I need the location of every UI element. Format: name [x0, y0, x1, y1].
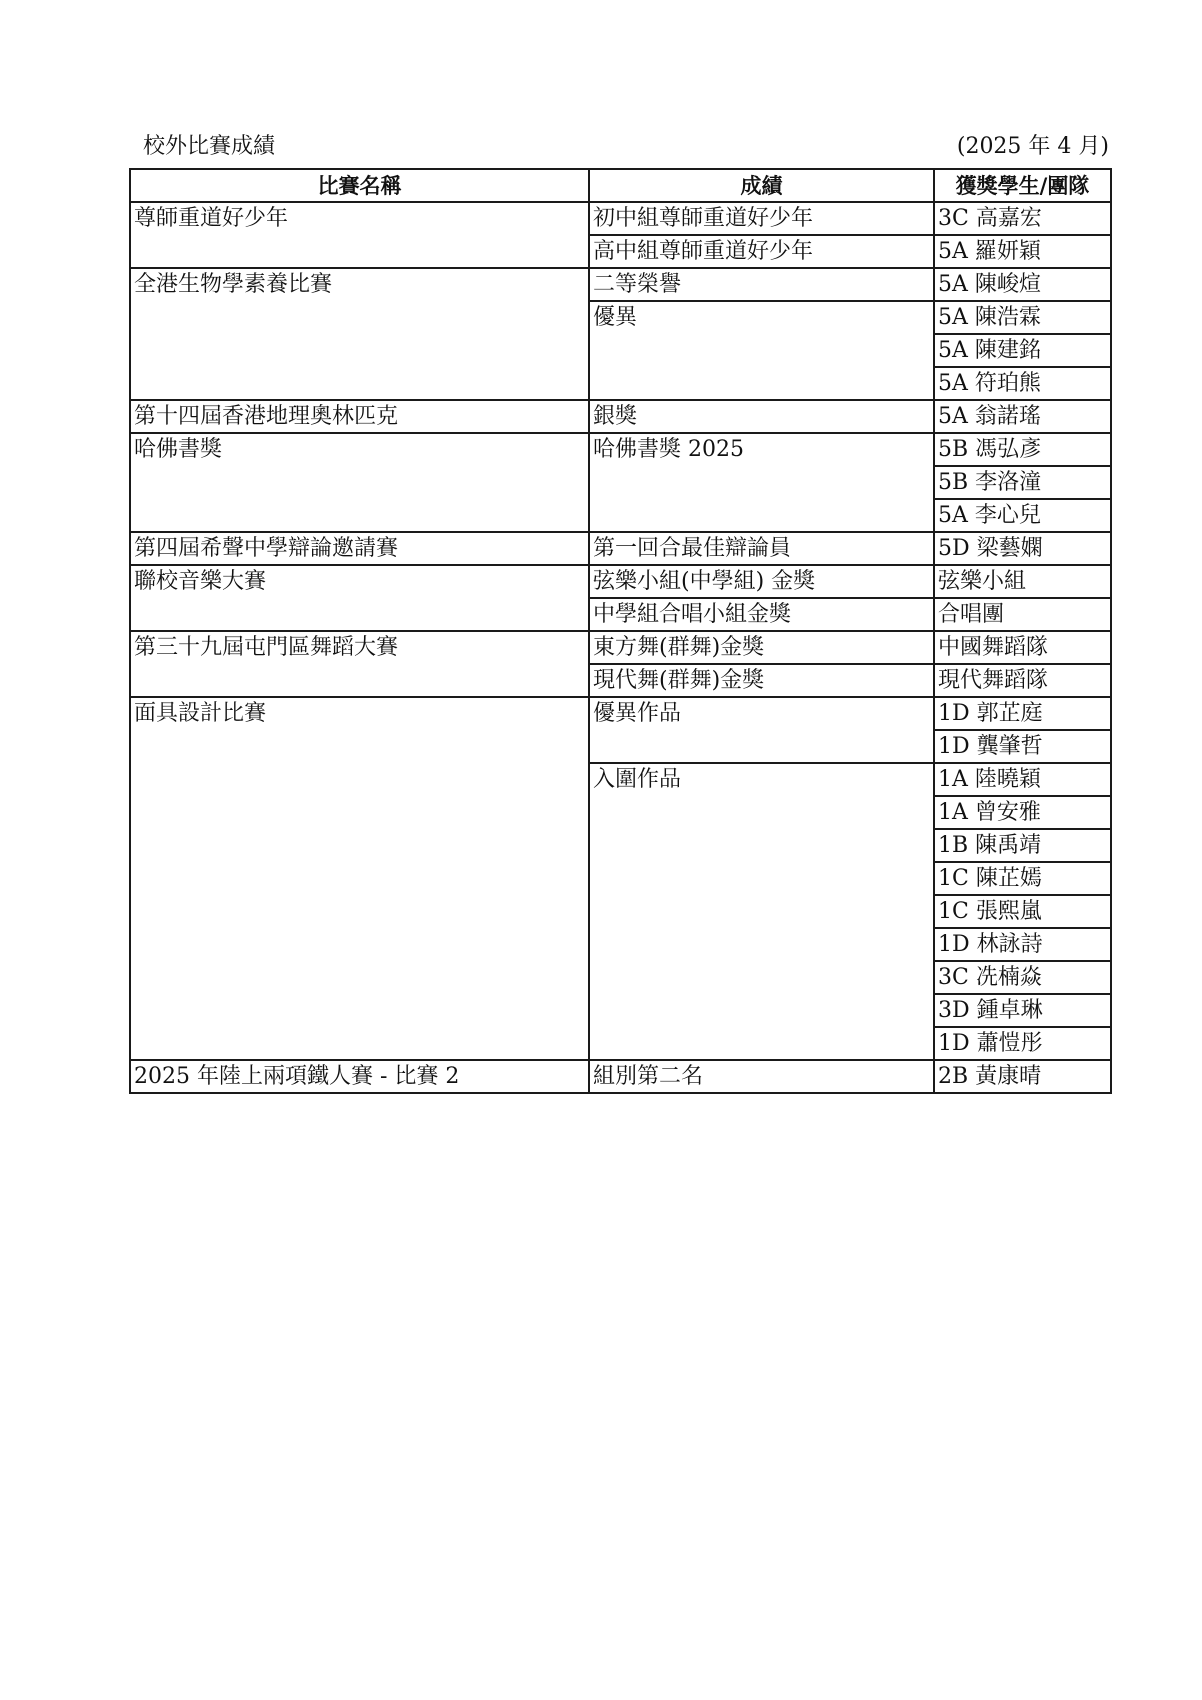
- winner-entry: 3C 高嘉宏: [934, 202, 1111, 235]
- header-competition: 比賽名稱: [130, 169, 589, 202]
- winner-entry: 合唱團: [934, 598, 1111, 631]
- result-award: 高中組尊師重道好少年: [589, 235, 934, 268]
- winner-entry: 5A 陳建銘: [934, 334, 1111, 367]
- result-award: 優異: [589, 301, 934, 400]
- winner-entry: 2B 黃康晴: [934, 1060, 1111, 1093]
- header-winner: 獲獎學生/團隊: [934, 169, 1111, 202]
- document-title: 校外比賽成績: [143, 134, 276, 159]
- result-award: 組別第二名: [589, 1060, 934, 1093]
- winner-entry: 3D 鍾卓琳: [934, 994, 1111, 1027]
- competition-name: 2025 年陸上兩項鐵人賽 - 比賽 2: [130, 1060, 589, 1093]
- result-award: 東方舞(群舞)金獎: [589, 631, 934, 664]
- winner-entry: 5A 陳峻煊: [934, 268, 1111, 301]
- competition-name: 聯校音樂大賽: [130, 565, 589, 631]
- winner-entry: 弦樂小組: [934, 565, 1111, 598]
- table-row: [130, 433, 1111, 466]
- winner-entry: 1D 林詠詩: [934, 928, 1111, 961]
- competition-name: 全港生物學素養比賽: [130, 268, 589, 400]
- winner-entry: 1A 曾安雅: [934, 796, 1111, 829]
- winner-entry: 1B 陳禹靖: [934, 829, 1111, 862]
- table-body: [130, 202, 1111, 1093]
- document-date: (2025 年 4 月): [956, 134, 1109, 159]
- result-award: 初中組尊師重道好少年: [589, 202, 934, 235]
- competition-name: 第四屆希聲中學辯論邀請賽: [130, 532, 589, 565]
- winner-entry: 5B 李洛潼: [934, 466, 1111, 499]
- winner-entry: 1D 郭芷庭: [934, 697, 1111, 730]
- table-row: [130, 532, 1111, 565]
- winner-entry: 1A 陸曉穎: [934, 763, 1111, 796]
- winner-entry: 5A 符珀熊: [934, 367, 1111, 400]
- competition-name: 第三十九屆屯門區舞蹈大賽: [130, 631, 589, 697]
- competition-name: 面具設計比賽: [130, 697, 589, 1060]
- result-award: 哈佛書獎 2025: [589, 433, 934, 532]
- winner-entry: 5D 梁藝嫻: [934, 532, 1111, 565]
- result-award: 入圍作品: [589, 763, 934, 1060]
- winner-entry: 5A 羅妍穎: [934, 235, 1111, 268]
- result-award: 二等榮譽: [589, 268, 934, 301]
- result-award: 中學組合唱小組金獎: [589, 598, 934, 631]
- winner-entry: 5A 翁諾瑤: [934, 400, 1111, 433]
- result-award: 優異作品: [589, 697, 934, 763]
- result-award: 弦樂小組(中學組) 金獎: [589, 565, 934, 598]
- table-row: [130, 631, 1111, 664]
- table-row: [130, 1060, 1111, 1093]
- table-header-row: [130, 169, 1111, 202]
- table-row: [130, 202, 1111, 235]
- winner-entry: 現代舞蹈隊: [934, 664, 1111, 697]
- result-award: 現代舞(群舞)金獎: [589, 664, 934, 697]
- result-award: 銀獎: [589, 400, 934, 433]
- competition-name: 第十四屆香港地理奧林匹克: [130, 400, 589, 433]
- header-result: 成績: [589, 169, 934, 202]
- winner-entry: 1D 龔肇哲: [934, 730, 1111, 763]
- winner-entry: 中國舞蹈隊: [934, 631, 1111, 664]
- winner-entry: 1D 蕭愷彤: [934, 1027, 1111, 1060]
- winner-entry: 1C 陳芷嫣: [934, 862, 1111, 895]
- winner-entry: 5A 陳浩霖: [934, 301, 1111, 334]
- winner-entry: 5A 李心兒: [934, 499, 1111, 532]
- table-row: [130, 400, 1111, 433]
- result-award: 第一回合最佳辯論員: [589, 532, 934, 565]
- table-row: [130, 565, 1111, 598]
- competition-name: 尊師重道好少年: [130, 202, 589, 268]
- winner-entry: 1C 張熙嵐: [934, 895, 1111, 928]
- winner-entry: 3C 冼楠焱: [934, 961, 1111, 994]
- results-table: [129, 168, 1112, 1094]
- competition-name: 哈佛書獎: [130, 433, 589, 532]
- table-row: [130, 697, 1111, 730]
- table-row: [130, 268, 1111, 301]
- winner-entry: 5B 馮弘彥: [934, 433, 1111, 466]
